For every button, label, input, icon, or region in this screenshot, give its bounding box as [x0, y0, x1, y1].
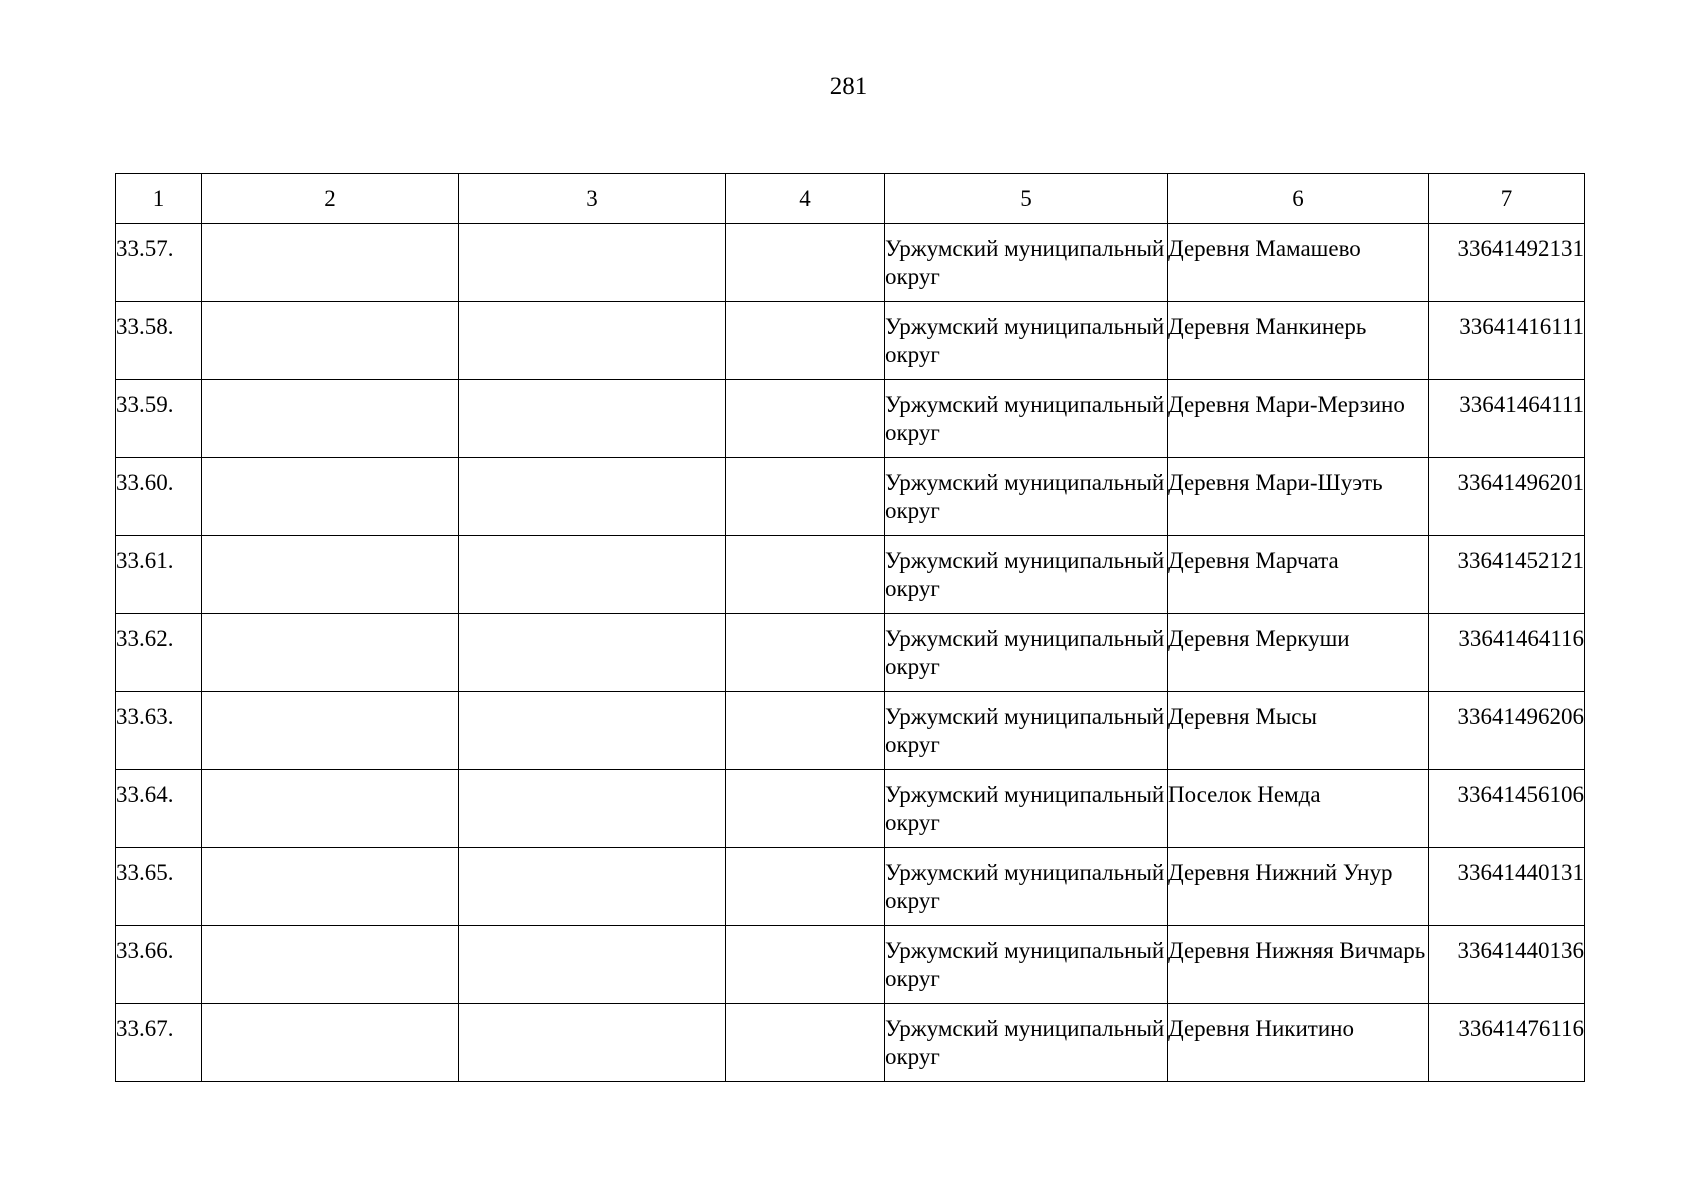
cell-col-2	[202, 536, 459, 614]
cell-col-3	[459, 536, 726, 614]
settlement-cell: Деревня Меркуши	[1168, 614, 1429, 692]
municipality-cell: Уржумский муниципальный округ	[885, 1004, 1168, 1082]
settlement-cell: Поселок Немда	[1168, 770, 1429, 848]
table-body	[116, 224, 1585, 1082]
oktmo-code-cell: 33641496201	[1429, 458, 1585, 536]
municipality-cell: Уржумский муниципальный округ	[885, 692, 1168, 770]
settlement-cell: Деревня Мамашево	[1168, 224, 1429, 302]
cell-col-2	[202, 614, 459, 692]
cell-col-3	[459, 848, 726, 926]
oktmo-code-cell: 33641476116	[1429, 1004, 1585, 1082]
cell-col-4	[726, 926, 885, 1004]
row-number: 33.64.	[116, 770, 202, 848]
table-row	[116, 770, 1585, 848]
cell-col-4	[726, 1004, 885, 1082]
row-number: 33.67.	[116, 1004, 202, 1082]
table-row	[116, 302, 1585, 380]
oktmo-code-cell: 33641416111	[1429, 302, 1585, 380]
row-number: 33.63.	[116, 692, 202, 770]
cell-col-3	[459, 614, 726, 692]
table-row	[116, 1004, 1585, 1082]
cell-col-2	[202, 380, 459, 458]
cell-col-4	[726, 692, 885, 770]
cell-col-3	[459, 458, 726, 536]
oktmo-code-cell: 33641464116	[1429, 614, 1585, 692]
settlement-cell: Деревня Мари-Мерзино	[1168, 380, 1429, 458]
cell-col-4	[726, 302, 885, 380]
table-row	[116, 224, 1585, 302]
municipality-cell: Уржумский муниципальный округ	[885, 224, 1168, 302]
cell-col-2	[202, 848, 459, 926]
municipality-cell: Уржумский муниципальный округ	[885, 380, 1168, 458]
cell-col-3	[459, 224, 726, 302]
table-row	[116, 614, 1585, 692]
row-number: 33.57.	[116, 224, 202, 302]
cell-col-3	[459, 692, 726, 770]
row-number: 33.60.	[116, 458, 202, 536]
cell-col-2	[202, 770, 459, 848]
table-row	[116, 926, 1585, 1004]
settlement-cell: Деревня Никитино	[1168, 1004, 1429, 1082]
municipality-cell: Уржумский муниципальный округ	[885, 770, 1168, 848]
table-row	[116, 458, 1585, 536]
cell-col-4	[726, 848, 885, 926]
municipality-cell: Уржумский муниципальный округ	[885, 458, 1168, 536]
settlement-cell: Деревня Манкинерь	[1168, 302, 1429, 380]
column-header-4: 4	[726, 174, 885, 224]
cell-col-4	[726, 380, 885, 458]
cell-col-3	[459, 926, 726, 1004]
oktmo-code-cell: 33641440131	[1429, 848, 1585, 926]
table-row	[116, 692, 1585, 770]
settlement-cell: Деревня Нижний Унур	[1168, 848, 1429, 926]
column-header-1: 1	[116, 174, 202, 224]
municipality-cell: Уржумский муниципальный округ	[885, 926, 1168, 1004]
settlement-cell: Деревня Нижняя Вичмарь	[1168, 926, 1429, 1004]
row-number: 33.58.	[116, 302, 202, 380]
column-header-3: 3	[459, 174, 726, 224]
oktmo-code-cell: 33641456106	[1429, 770, 1585, 848]
cell-col-4	[726, 614, 885, 692]
row-number: 33.62.	[116, 614, 202, 692]
settlement-cell: Деревня Марчата	[1168, 536, 1429, 614]
page-number: 281	[829, 73, 868, 100]
municipality-cell: Уржумский муниципальный округ	[885, 536, 1168, 614]
row-number: 33.65.	[116, 848, 202, 926]
cell-col-3	[459, 380, 726, 458]
cell-col-3	[459, 1004, 726, 1082]
municipality-cell: Уржумский муниципальный округ	[885, 848, 1168, 926]
cell-col-4	[726, 770, 885, 848]
row-number: 33.61.	[116, 536, 202, 614]
table-row	[116, 848, 1585, 926]
column-header-7: 7	[1429, 174, 1585, 224]
cell-col-2	[202, 224, 459, 302]
cell-col-2	[202, 302, 459, 380]
table-header	[116, 174, 1585, 224]
cell-col-2	[202, 692, 459, 770]
column-header-6: 6	[1168, 174, 1429, 224]
oktmo-code-cell: 33641452121	[1429, 536, 1585, 614]
cell-col-4	[726, 224, 885, 302]
settlement-cell: Деревня Мысы	[1168, 692, 1429, 770]
cell-col-2	[202, 1004, 459, 1082]
settlements-table	[115, 173, 1585, 1082]
row-number: 33.59.	[116, 380, 202, 458]
table-row	[116, 380, 1585, 458]
municipality-cell: Уржумский муниципальный округ	[885, 614, 1168, 692]
oktmo-code-cell: 33641496206	[1429, 692, 1585, 770]
settlement-cell: Деревня Мари-Шуэть	[1168, 458, 1429, 536]
oktmo-code-cell: 33641464111	[1429, 380, 1585, 458]
column-header-2: 2	[202, 174, 459, 224]
header-row	[116, 174, 1585, 224]
oktmo-code-cell: 33641492131	[1429, 224, 1585, 302]
cell-col-4	[726, 536, 885, 614]
cell-col-3	[459, 770, 726, 848]
cell-col-4	[726, 458, 885, 536]
cell-col-2	[202, 458, 459, 536]
oktmo-code-cell: 33641440136	[1429, 926, 1585, 1004]
table-row	[116, 536, 1585, 614]
cell-col-3	[459, 302, 726, 380]
column-header-5: 5	[885, 174, 1168, 224]
municipality-cell: Уржумский муниципальный округ	[885, 302, 1168, 380]
cell-col-2	[202, 926, 459, 1004]
row-number: 33.66.	[116, 926, 202, 1004]
